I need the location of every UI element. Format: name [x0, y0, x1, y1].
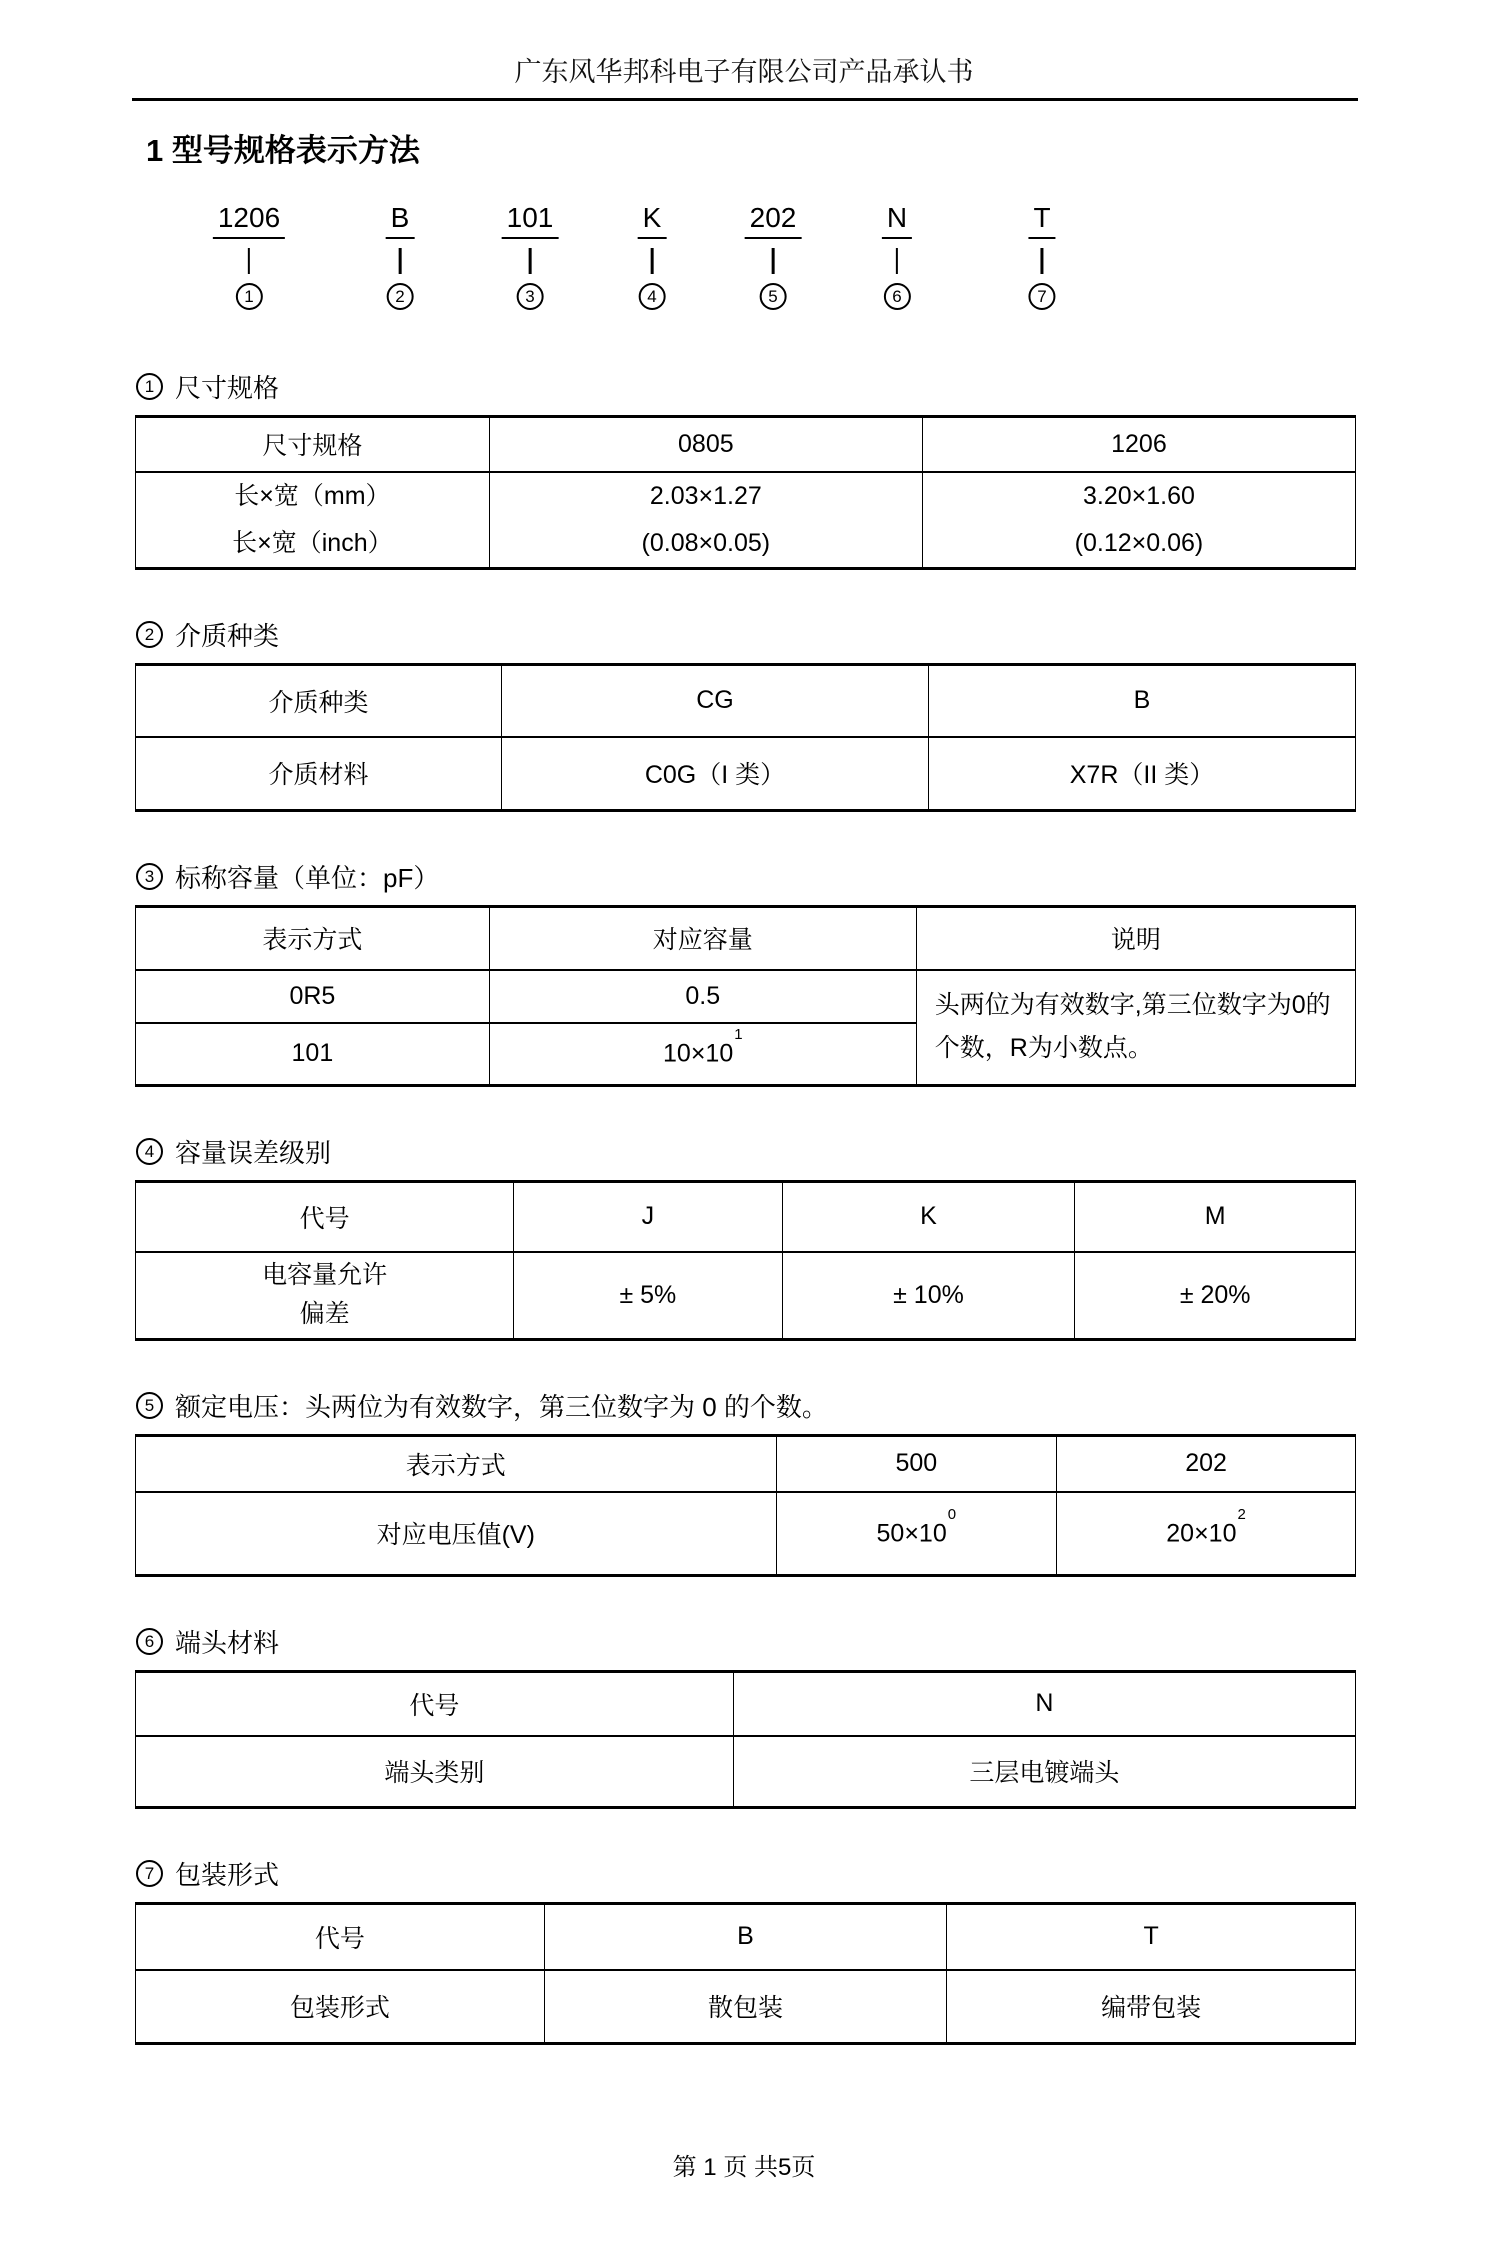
code-part-tolerance: [638, 202, 667, 310]
code-value: 202: [745, 202, 802, 239]
connector-bar: [399, 248, 402, 274]
circled-number: 6: [883, 283, 910, 310]
code-value: 101: [502, 202, 559, 239]
section-label: [136, 616, 1488, 653]
section-number: 7: [136, 1860, 163, 1887]
row-label: 电容量允许: [262, 1261, 388, 1290]
header-cell: 202: [1057, 1436, 1356, 1492]
header-cell: T: [947, 1904, 1356, 1970]
section-label: [136, 1387, 1488, 1424]
code-value: 1206: [213, 202, 285, 239]
header-rule: [132, 98, 1358, 101]
code-part-terminal: [882, 202, 912, 310]
voltage-table: [135, 1434, 1356, 1577]
section-number: 1: [136, 373, 163, 400]
row-label-cell: 对应电压值(V): [136, 1492, 777, 1576]
header-cell: K: [782, 1182, 1075, 1252]
section-label: [136, 1623, 1488, 1660]
tolerance-table: [135, 1180, 1356, 1341]
value-cell: 三层电镀端头: [733, 1736, 1355, 1808]
value-base: 50×10: [876, 1518, 947, 1547]
section-size-spec: [0, 368, 1488, 570]
section-number: 3: [136, 863, 163, 890]
header-cell: J: [514, 1182, 782, 1252]
value-cell: 散包装: [544, 1970, 947, 2044]
connector-bar: [248, 248, 251, 274]
header-cell: CG: [502, 665, 929, 737]
code-part-packaging: [1028, 202, 1055, 310]
value-exponent: 1: [734, 1026, 743, 1044]
header-cell: 对应容量: [489, 907, 916, 970]
value-cell: C0G（I 类）: [502, 737, 929, 811]
header-cell: B: [544, 1904, 947, 1970]
header-cell: 500: [776, 1436, 1057, 1492]
header-cell: 说明: [916, 907, 1355, 970]
value-cell: [489, 472, 922, 569]
section-number: 4: [136, 1138, 163, 1165]
value: (0.12×0.06): [1074, 528, 1204, 557]
row-label-cell: 介质材料: [136, 737, 502, 811]
value-cell: [776, 1492, 1057, 1576]
section-label: [136, 1133, 1488, 1170]
circled-number: 3: [517, 283, 544, 310]
size-spec-table: [135, 415, 1356, 570]
section-label: [136, 858, 1488, 895]
section-label: [136, 1855, 1488, 1892]
value-cell: X7R（II 类）: [929, 737, 1356, 811]
header-cell: 0805: [489, 417, 922, 472]
value-cell: 0.5: [489, 970, 916, 1023]
header-cell: 代号: [136, 1904, 545, 1970]
circled-number: 5: [760, 283, 787, 310]
value-cell: ± 20%: [1075, 1252, 1356, 1340]
row-label-cell: 端头类别: [136, 1736, 734, 1808]
header-cell: 代号: [136, 1672, 734, 1736]
value-cell: 101: [136, 1023, 490, 1086]
value-cell: [922, 472, 1355, 569]
packaging-table: [135, 1902, 1356, 2045]
value-cell: [489, 1023, 916, 1086]
section-title: 标称容量（单位：pF）: [175, 863, 440, 893]
row-label-cell: [136, 472, 490, 569]
code-value: N: [882, 202, 912, 239]
note-cell: 头两位为有效数字,第三位数字为0的个数，R为小数点。: [916, 970, 1355, 1086]
row-label-cell: 包装形式: [136, 1970, 545, 2044]
value-base: 20×10: [1166, 1518, 1237, 1547]
page-footer: 第 1 页 共5页: [672, 2154, 816, 2181]
value-cell: 0R5: [136, 970, 490, 1023]
section-tolerance: [0, 1133, 1488, 1341]
section-title: 尺寸规格: [175, 373, 280, 403]
connector-bar: [1041, 248, 1044, 274]
connector-bar: [529, 248, 532, 274]
header-cell: N: [733, 1672, 1355, 1736]
circled-number: 1: [235, 283, 262, 310]
section-title: 端头材料: [175, 1628, 280, 1658]
capacitance-table: [135, 905, 1356, 1087]
section-terminal: [0, 1623, 1488, 1809]
header-cell: 尺寸规格: [136, 417, 490, 472]
value-base: 10×10: [663, 1039, 734, 1068]
code-value: B: [386, 202, 415, 239]
section-number: 5: [136, 1392, 163, 1419]
code-part-capacitance: [502, 202, 559, 310]
section-title: 包装形式: [175, 1860, 280, 1890]
row-label: 长×宽（mm）: [234, 481, 391, 510]
code-part-size: [213, 202, 285, 310]
header-cell: B: [929, 665, 1356, 737]
section-title: 介质种类: [175, 621, 280, 651]
section-number: 6: [136, 1628, 163, 1655]
row-label-cell: [136, 1252, 514, 1340]
code-part-voltage: [745, 202, 802, 310]
row-label: 长×宽（inch）: [232, 528, 393, 557]
section-capacitance: [0, 858, 1488, 1087]
value-cell: 编带包装: [947, 1970, 1356, 2044]
circled-number: 7: [1028, 283, 1055, 310]
value-exponent: 0: [947, 1505, 957, 1523]
doc-header-title: 广东风华邦科电子有限公司产品承认书: [514, 57, 974, 87]
section-label: [136, 368, 1488, 405]
section-dielectric: [0, 616, 1488, 812]
header-cell: 代号: [136, 1182, 514, 1252]
value-exponent: 2: [1237, 1505, 1246, 1523]
value: (0.08×0.05): [641, 528, 771, 557]
section-voltage: [0, 1387, 1488, 1577]
value-cell: ± 5%: [514, 1252, 782, 1340]
code-part-dielectric: [386, 202, 415, 310]
section-title: 容量误差级别: [175, 1138, 332, 1168]
section-packaging: [0, 1855, 1488, 2045]
code-value: T: [1028, 202, 1055, 239]
code-value: K: [638, 202, 667, 239]
value-cell: [1057, 1492, 1356, 1576]
circled-number: 4: [639, 283, 666, 310]
dielectric-table: [135, 663, 1356, 812]
connector-bar: [651, 248, 654, 274]
value: 3.20×1.60: [1082, 481, 1195, 510]
header-cell: 表示方式: [136, 907, 490, 970]
page-title: 1 型号规格表示方法: [146, 133, 420, 168]
section-title: 额定电压：头两位为有效数字，第三位数字为 0 的个数。: [175, 1392, 828, 1422]
connector-bar: [772, 248, 775, 274]
connector-bar: [896, 248, 899, 274]
circled-number: 2: [387, 283, 414, 310]
header-cell: 表示方式: [136, 1436, 777, 1492]
value-cell: ± 10%: [782, 1252, 1075, 1340]
section-number: 2: [136, 621, 163, 648]
row-label: 偏差: [299, 1300, 350, 1329]
terminal-table: [135, 1670, 1356, 1809]
model-code-diagram: [0, 202, 1488, 322]
header-cell: 介质种类: [136, 665, 502, 737]
value: 2.03×1.27: [649, 481, 762, 510]
header-cell: M: [1075, 1182, 1356, 1252]
header-cell: 1206: [922, 417, 1355, 472]
